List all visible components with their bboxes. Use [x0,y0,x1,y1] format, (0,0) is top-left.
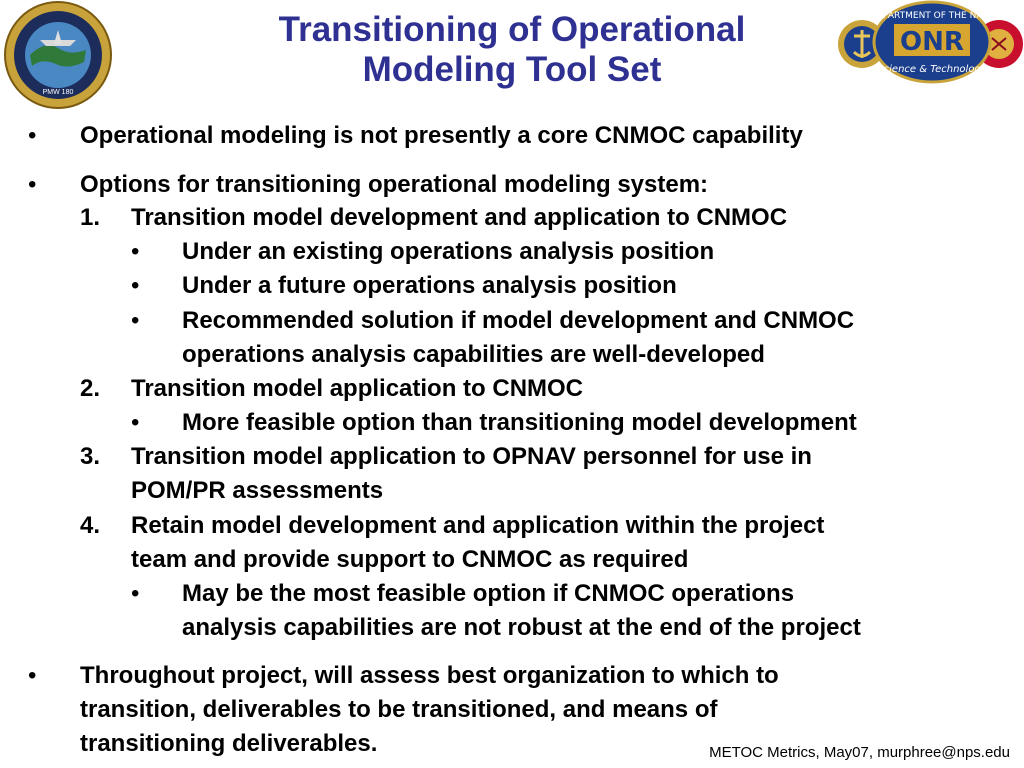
bullet-text-continued: transition, deliverables to be transitioned, and means of [80,696,718,723]
onr-logo-top-text: DEPARTMENT OF THE NAVY [870,11,994,21]
sub-bullet-marker: • [131,580,140,607]
option-text-continued: POM/PR assessments [131,477,384,504]
option-text-continued: team and provide support to CNMOC as required [131,546,689,573]
option-text: Retain model development and application within the project [131,512,825,539]
title-line-2: Modeling Tool Set [362,50,662,89]
bullet-marker: • [28,662,37,689]
bullet-text: Options for transitioning operational modeling system: [80,171,709,198]
slide-title [200,10,824,90]
sub-bullet-marker: • [131,307,140,334]
option-text: Transition model application to OPNAV personnel for use in [131,443,812,470]
sub-bullet-text-continued: operations analysis capabilities are well-developed [182,341,765,368]
bullet-text-continued: transitioning deliverables. [80,730,378,757]
sub-bullet-text: Under a future operations analysis position [182,272,677,299]
pmw-seal-text: PMW 180 [42,89,74,96]
bullet-marker: • [28,171,37,198]
option-text: Transition model development and application to CNMOC [131,204,788,231]
option-number: 3. [80,443,101,470]
onr-logo [836,0,1024,86]
bullet-text: Throughout project, will assess best organization to which to [80,662,779,689]
sub-bullet-marker: • [131,238,140,265]
option-text: Transition model application to CNMOC [131,375,584,402]
title-line-1: Transitioning of Operational [278,10,746,49]
sub-bullet-text: May be the most feasible option if CNMOC operations [182,580,795,607]
sub-bullet-text: Recommended solution if model development and CNMOC [182,307,855,334]
onr-logo-bottom-text: Science & Technology [877,64,987,75]
option-number: 2. [80,375,101,402]
sub-bullet-text-continued: analysis capabilities are not robust at the end of the project [182,614,861,641]
slide-footer: METOC Metrics, May07, murphree@nps.edu [709,744,1010,761]
bullet-marker: • [28,122,37,149]
bullet-text: Operational modeling is not presently a core CNMOC capability [80,122,803,149]
option-number: 1. [80,204,101,231]
sub-bullet-text: More feasible option than transitioning model development [182,409,857,436]
pmw-seal-logo [0,0,116,110]
sub-bullet-marker: • [131,272,140,299]
onr-logo-main-text: ONR [900,27,964,57]
sub-bullet-marker: • [131,409,140,436]
sub-bullet-text: Under an existing operations analysis position [182,238,715,265]
option-number: 4. [80,512,101,539]
